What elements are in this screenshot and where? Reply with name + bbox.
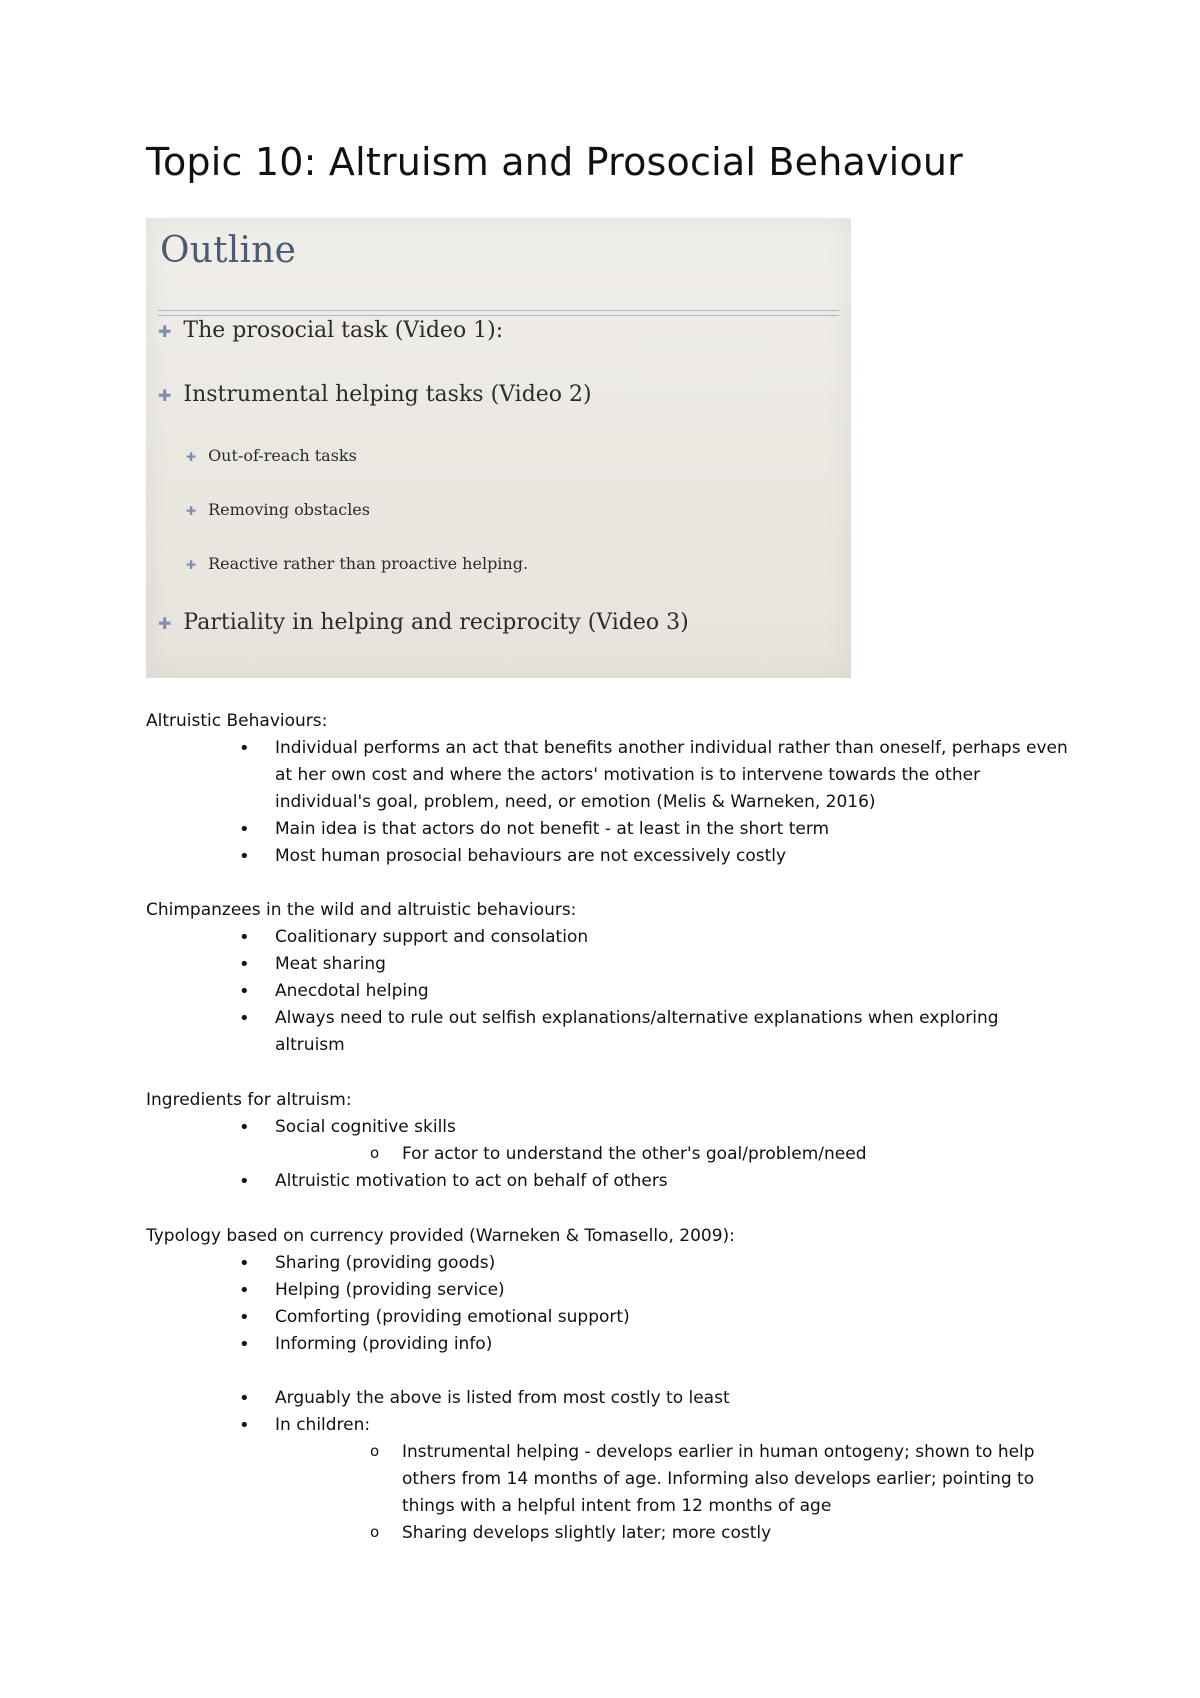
typology-list	[275, 1250, 1075, 1358]
slide-title: Outline	[160, 230, 297, 271]
ingredients-list	[275, 1114, 1075, 1195]
notes-list	[275, 1385, 1075, 1547]
cross-bullet-icon: ✚	[158, 322, 172, 341]
list-item: • Most human prosocial behaviours are not excessively costly	[275, 843, 1075, 870]
sublist-item: o For actor to understand the other's goal/problem/need	[402, 1141, 1052, 1168]
list-item: • Sharing (providing goods)	[275, 1250, 1075, 1277]
list-item: • Arguably the above is listed from most costly to least	[275, 1385, 1075, 1412]
list-item: • Helping (providing service)	[275, 1277, 1075, 1304]
list-item: • Informing (providing info)	[275, 1331, 1075, 1358]
list-item: • Anecdotal helping	[275, 978, 1065, 1005]
list-item: • Individual performs an act that benefits another individual rather than oneself, perhaps even at her own cost and where the actors' motivation is to intervene towards the other individual's goal, problem, need, or emotion (Melis & Warneken, 2016)	[275, 735, 1075, 816]
slide-subitem: ✚ Out-of-reach tasks	[186, 446, 357, 465]
section-heading-chimpanzees: Chimpanzees in the wild and altruistic behaviours:	[146, 900, 577, 920]
list-item: • Main idea is that actors do not benefit - at least in the short term	[275, 816, 1075, 843]
section-heading-altruistic: Altruistic Behaviours:	[146, 711, 328, 731]
chimpanzees-list	[275, 924, 1065, 1059]
sublist	[275, 1141, 1075, 1168]
list-item: • Always need to rule out selfish explanations/alternative explanations when exploring altruism	[275, 1005, 1065, 1059]
list-item: • In children: o Instrumental helping - develops earlier in human ontogeny; shown to help others from 14 months of age. Informing also develops earlier; pointing to things with a helpful intent from 12 months of age o Sharing develops slightly later; more costly	[275, 1412, 1075, 1547]
cross-bullet-icon: ✚	[158, 614, 172, 633]
cross-bullet-icon: ✚	[186, 504, 197, 518]
slide-subitem: ✚ Reactive rather than proactive helping.	[186, 554, 529, 573]
list-item: • Social cognitive skills o For actor to understand the other's goal/problem/need	[275, 1114, 1075, 1168]
list-item: • Comforting (providing emotional support)	[275, 1304, 1075, 1331]
cross-bullet-icon: ✚	[158, 386, 172, 405]
slide-item: ✚ Partiality in helping and reciprocity (Video 3)	[158, 610, 689, 635]
outline-slide-image	[146, 218, 851, 678]
slide-subitem: ✚ Removing obstacles	[186, 500, 370, 519]
list-item: • Coalitionary support and consolation	[275, 924, 1065, 951]
cross-bullet-icon: ✚	[186, 450, 197, 464]
page-title: Topic 10: Altruism and Prosocial Behaviour	[146, 140, 963, 184]
slide-item: ✚ Instrumental helping tasks (Video 2)	[158, 382, 592, 407]
list-item: • Meat sharing	[275, 951, 1065, 978]
sublist-item: o Sharing develops slightly later; more costly	[402, 1520, 1052, 1547]
cross-bullet-icon: ✚	[186, 558, 197, 572]
altruistic-list	[275, 735, 1075, 870]
section-heading-typology: Typology based on currency provided (Warneken & Tomasello, 2009):	[146, 1226, 735, 1246]
list-item: • Altruistic motivation to act on behalf of others	[275, 1168, 1075, 1195]
sublist	[275, 1439, 1075, 1547]
sublist-item: o Instrumental helping - develops earlier in human ontogeny; shown to help others from 14 months of age. Informing also develops earlier; pointing to things with a helpful intent from 12 months of age	[402, 1439, 1052, 1520]
slide-item: ✚ The prosocial task (Video 1):	[158, 318, 504, 343]
section-heading-ingredients: Ingredients for altruism:	[146, 1090, 352, 1110]
slide-divider	[158, 310, 839, 316]
